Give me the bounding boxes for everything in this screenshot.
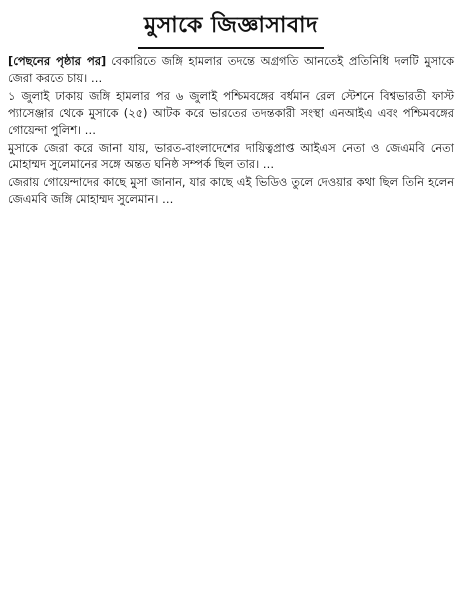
paragraph-text: ১ জুলাই ঢাকায় জঙ্গি হামলার পর ৬ জুলাই পশ্চিমবঙ্গের বর্ধমান রেল স্টেশনে বিশ্বভারতী ফাস্ট প্যাসেঞ্জার থেকে মুসাকে (২৫) আটক করে ভারতের তদন্তকারী সংস্থা এনআইএ এবং পশ্চিমবঙ্গের গোয়েন্দা পুলিশ। …	[8, 88, 454, 137]
article-paragraph	[8, 174, 454, 208]
article-body	[8, 53, 454, 208]
continuation-tag: [পেছনের পৃষ্ঠার পর]	[8, 54, 107, 68]
paragraph-text: জেরায় গোয়েন্দাদের কাছে মুসা জানান, যার কাছে এই ভিডিও তুলে দেওয়ার কথা ছিল তিনি হলেন জেএমবি জঙ্গি মোহাম্মদ সুলেমান। …	[8, 175, 454, 207]
headline-container	[8, 8, 454, 49]
paragraph-text: মুসাকে জেরা করে জানা যায়, ভারত-বাংলাদেশের দায়িত্বপ্রাপ্ত আইএস নেতা ও জেএমবি নেতা মোহাম্মদ সুলেমানের সঙ্গে অন্তত ঘনিষ্ঠ সম্পর্ক ছিল তার। …	[8, 140, 454, 172]
paragraph-text: বেকারিতে জঙ্গি হামলার তদন্তে অগ্রগতি আনতেই প্রতিনিধি দলটি মুসাকে জেরা করতে চায়। …	[8, 54, 454, 85]
article-paragraph	[8, 88, 454, 139]
article-paragraph	[8, 53, 454, 87]
article-paragraph	[8, 140, 454, 174]
headline: মুসাকে জিজ্ঞাসাবাদ	[138, 8, 324, 49]
